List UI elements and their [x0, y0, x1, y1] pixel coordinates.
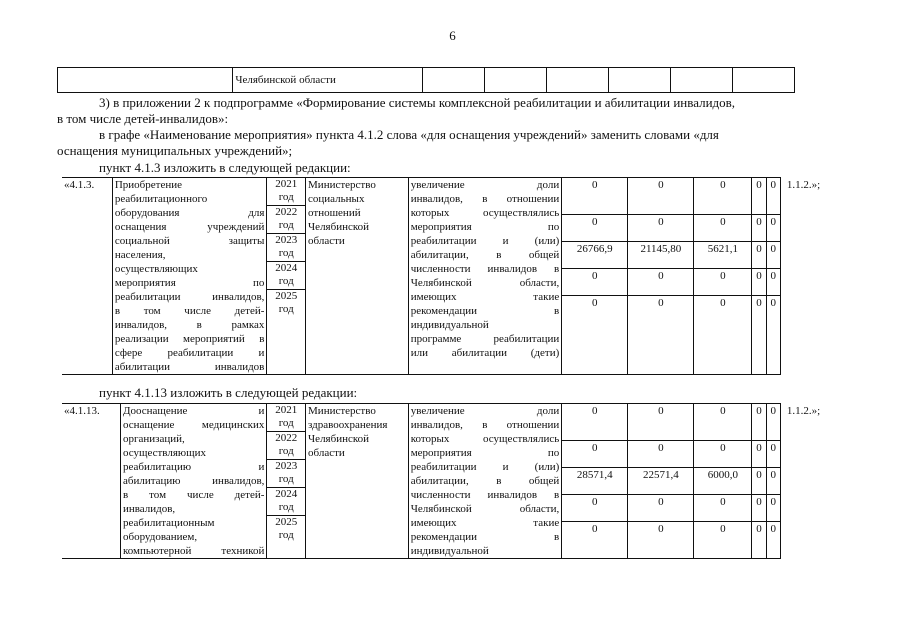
measure-name — [112, 178, 267, 375]
value-cell: 0 — [752, 468, 766, 495]
value-cell: 0 — [562, 441, 628, 468]
cell-line: мероприятия по — [114, 277, 265, 289]
measure-executor — [306, 404, 409, 559]
cell-line: реабилитационного — [114, 193, 208, 205]
value-cell: 0 — [752, 242, 766, 269]
value-cell: 0 — [562, 522, 628, 559]
cell-line: в том числе детей- — [114, 305, 265, 317]
cell-line: инвалидов, в рамках — [114, 319, 265, 331]
cell-line: инвалидов, — [122, 503, 176, 515]
cell-line: 2023 год — [267, 460, 305, 488]
cell-line: социальных — [308, 193, 365, 205]
cell-line: оснащения учреждений — [114, 221, 265, 233]
value-cell: 0 — [766, 269, 780, 296]
cell-line: абилитации, в общей — [410, 475, 560, 487]
value-cell: 0 — [562, 178, 628, 215]
cell-line: 2025 год — [275, 516, 298, 541]
value-cell: 0 — [766, 296, 780, 375]
cell-line: 2021 год — [267, 178, 305, 206]
measure-table-4-1-3 — [62, 177, 846, 375]
measure-number: «4.1.13. — [62, 404, 120, 559]
measure-table-4-1-13 — [62, 403, 846, 559]
cell-line: абилитации, в общей — [410, 249, 560, 261]
value-cell: 0 — [766, 215, 780, 242]
cell-line: абилитации инвалидов — [114, 361, 265, 373]
cell-line: оборудованием, — [122, 531, 198, 543]
cell-line: реабилитации инвалидов, — [114, 291, 265, 303]
cell-line: здравоохранения — [308, 419, 388, 431]
value-cell: 0 — [628, 269, 694, 296]
cell-line: имеющих такие — [410, 291, 560, 303]
value-cell: 0 — [766, 522, 780, 559]
cell-line: или абилитации (дети) — [410, 347, 560, 359]
measure-name — [120, 404, 266, 559]
cell-line: в том числе детей- — [122, 489, 265, 501]
cell-line: 2021 год — [267, 404, 305, 432]
cell-line: оборудования для — [114, 207, 265, 219]
cell-line: Челябинской — [308, 221, 370, 233]
value-cell: 6000,0 — [694, 468, 752, 495]
measure-years — [267, 404, 306, 559]
paragraph-1-line-2: в том числе детей-инвалидов»: — [57, 111, 229, 126]
cell-line: Челябинской области, — [410, 503, 560, 515]
value-cell: 0 — [766, 178, 780, 215]
value-cell: 0 — [562, 404, 628, 441]
measure-years — [267, 178, 306, 375]
cell-line: которых осуществлялись — [410, 433, 560, 445]
value-cell: 0 — [766, 441, 780, 468]
value-cell: 0 — [752, 495, 766, 522]
cell-line: 2023 год — [267, 234, 305, 262]
cell-line: численности инвалидов в — [410, 489, 560, 501]
value-cell: 0 — [628, 296, 694, 375]
value-cell: 0 — [694, 404, 752, 441]
value-cell: 0 — [752, 269, 766, 296]
continuation-table — [57, 67, 795, 93]
cell-line: рекомендации в — [410, 531, 560, 543]
value-cell: 0 — [766, 468, 780, 495]
cell-line: индивидуальной — [410, 545, 489, 557]
paragraph-1-line-1: 3) в приложении 2 к подпрограмме «Формирование системы комплексной реабилитации и абилитации инвалидов, — [99, 95, 736, 110]
cell-line: рекомендации в — [410, 305, 560, 317]
cell-line: имеющих такие — [410, 517, 560, 529]
measure-executor — [306, 178, 409, 375]
cell-line: мероприятия по — [410, 221, 560, 233]
cell-line: реабилитационным — [122, 517, 215, 529]
cell-line: населения, — [114, 249, 166, 261]
value-cell: 0 — [752, 522, 766, 559]
cell-line: 2024 год — [267, 488, 305, 516]
cell-line: Челябинской области, — [410, 277, 560, 289]
cell-line: 2024 год — [267, 262, 305, 290]
cell-line: области — [308, 235, 345, 247]
cell-line: 2025 год — [275, 290, 298, 315]
value-cell: 0 — [752, 178, 766, 215]
value-cell: 0 — [766, 404, 780, 441]
cell-line: организаций, — [122, 433, 185, 445]
value-cell: 0 — [694, 522, 752, 559]
value-cell: 0 — [628, 215, 694, 242]
cell-line: мероприятия по — [410, 447, 560, 459]
value-cell: 0 — [752, 215, 766, 242]
value-cell: 0 — [752, 441, 766, 468]
cell-line: Министерство — [308, 405, 376, 417]
indicator-ref: 1.1.2.»; — [786, 404, 821, 417]
cell-line: осуществляющих — [114, 263, 198, 275]
value-cell: 0 — [694, 441, 752, 468]
value-cell: 0 — [628, 178, 694, 215]
value-cell: 0 — [694, 296, 752, 375]
value-cell: 0 — [562, 215, 628, 242]
cell-line: абилитацию инвалидов, — [122, 475, 265, 487]
cell-line: увеличение доли — [410, 179, 560, 191]
paragraph-4: пункт 4.1.13 изложить в следующей редакции: — [99, 385, 358, 400]
value-cell: 22571,4 — [628, 468, 694, 495]
value-cell: 28571,4 — [562, 468, 628, 495]
cell-line: инвалидов, в отношении — [410, 193, 560, 205]
value-cell: 0 — [752, 404, 766, 441]
value-cell: 0 — [694, 178, 752, 215]
cell-line: 2022 год — [267, 432, 305, 460]
value-cell: 0 — [694, 495, 752, 522]
cell-line: 2022 год — [267, 206, 305, 234]
cell-line: программе реабилитации — [410, 333, 560, 345]
cell-line: инвалидов, в отношении — [410, 419, 560, 431]
paragraph-2-line-2: оснащения муниципальных учреждений»; — [57, 143, 293, 158]
paragraph-2-line-1: в графе «Наименование мероприятия» пункта 4.1.2 слова «для оснащения учреждений» заменить словами «для — [99, 127, 719, 142]
cell-line: отношений — [308, 207, 361, 219]
cell-line: увеличение доли — [410, 405, 560, 417]
value-cell: 0 — [694, 215, 752, 242]
value-cell: 21145,80 — [628, 242, 694, 269]
measure-indicator — [408, 178, 562, 375]
value-cell: 0 — [628, 495, 694, 522]
measure-number: «4.1.3. — [62, 178, 112, 375]
cell-line: реабилитацию и — [122, 461, 265, 473]
value-cell: 0 — [766, 495, 780, 522]
value-cell: 0 — [562, 495, 628, 522]
value-cell: 0 — [562, 269, 628, 296]
cell-line: индивидуальной — [410, 319, 489, 331]
indicator-ref: 1.1.2.»; — [786, 178, 821, 191]
cell-line: социальной защиты — [114, 235, 265, 247]
paragraph-3: пункт 4.1.3 изложить в следующей редакции: — [99, 160, 351, 175]
value-cell: 5621,1 — [694, 242, 752, 269]
cell-line: реабилитации и (или) — [410, 235, 560, 247]
value-cell: 0 — [752, 296, 766, 375]
page-number: 6 — [449, 28, 456, 43]
value-cell: 26766,9 — [562, 242, 628, 269]
cell-line: Дооснащение и — [122, 405, 265, 417]
cell-line: Министерство — [308, 179, 376, 191]
cell-line: реабилитации и (или) — [410, 461, 560, 473]
cell-line: сфере реабилитации и — [114, 347, 265, 359]
measure-indicator — [408, 404, 562, 559]
value-cell: 0 — [628, 441, 694, 468]
value-cell: 0 — [628, 404, 694, 441]
cell-line: численности инвалидов в — [410, 263, 560, 275]
cell-line: реализации мероприятий в — [114, 333, 265, 345]
cell-line: которых осуществлялись — [410, 207, 560, 219]
continuation-cell: Челябинской области — [233, 68, 423, 93]
cell-line: компьютерной техникой — [122, 545, 265, 557]
cell-line: Приобретение — [114, 179, 182, 191]
cell-line: области — [308, 447, 345, 459]
cell-line: Челябинской — [308, 433, 370, 445]
value-cell: 0 — [628, 522, 694, 559]
value-cell: 0 — [694, 269, 752, 296]
value-cell: 0 — [562, 296, 628, 375]
cell-line: осуществляющих — [122, 447, 206, 459]
value-cell: 0 — [766, 242, 780, 269]
cell-line: оснащение медицинских — [122, 419, 265, 431]
